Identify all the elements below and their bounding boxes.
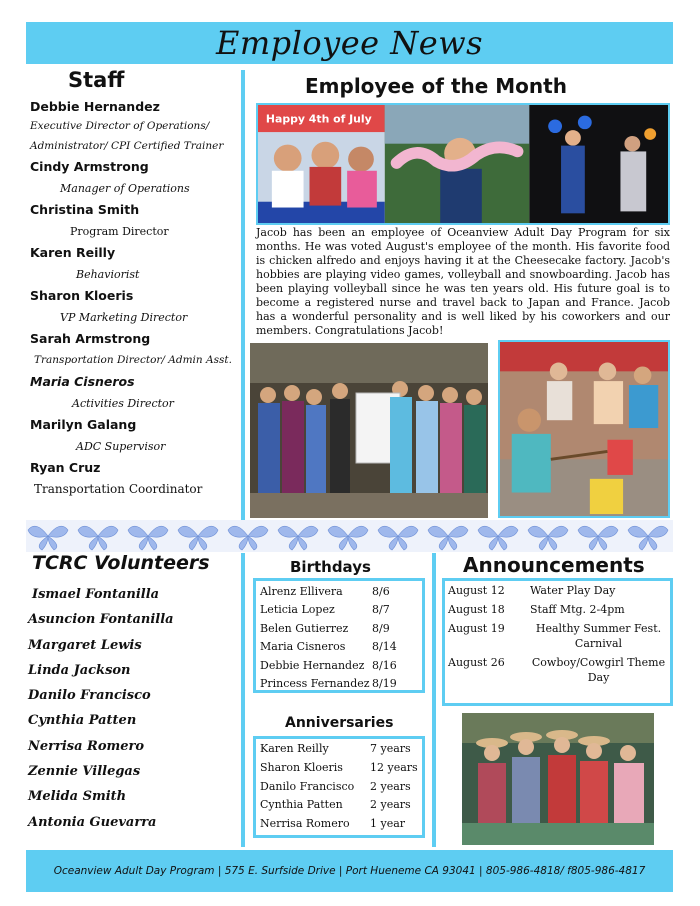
- left-column-divider-top: [241, 70, 245, 520]
- footer-contact-info: Oceanview Adult Day Program | 575 E. Surfside Drive | Port Hueneme CA 93041 | 805-986-4818/ f805-986-4817: [53, 865, 646, 877]
- drumming-activity-photo: [498, 340, 670, 518]
- staff-role: Transportation Coordinator: [34, 482, 203, 496]
- volunteer-name: Danilo Francisco: [28, 688, 151, 704]
- birthday-date: 8/19: [372, 676, 397, 690]
- header-banner: [26, 22, 673, 64]
- birthdays-heading: Birthdays: [290, 558, 371, 576]
- staff-role: Activities Director: [72, 397, 174, 410]
- anniversary-years: 2 years: [370, 798, 411, 812]
- birthday-name: Alrenz Ellivera: [260, 585, 343, 598]
- announcements-heading: Announcements: [463, 553, 645, 577]
- announcement-event: Cowboy/Cowgirl Theme Day: [531, 656, 666, 684]
- birthday-row: [260, 675, 418, 693]
- volunteer-name: Linda Jackson: [28, 662, 131, 678]
- staff-name: Marilyn Galang: [30, 417, 137, 432]
- volunteer-name: Melida Smith: [28, 789, 127, 805]
- anniversary-years: 12 years: [370, 760, 418, 774]
- photo-banner-text: Happy 4th of July: [265, 112, 372, 126]
- footer-banner: [26, 850, 673, 892]
- anniversary-name: Sharon Kloeris: [260, 760, 343, 774]
- employee-of-month-text: Jacob has been an employee of Oceanview Adult Day Program for six months. He was voted August's employee of the month. His favorite food is chicken alfredo and enjoys having it at the Cheesecake factory. Jacob's hobbies are playing video games, volleyball and snowboarding. Jacob has been playing volleyball since he was ten years old. His future goal is to become a registered nurse and travel back to Japan and France. Jacob has a wonderful personality and is well liked by his coworkers and our members. Congratulations Jacob!: [256, 226, 670, 337]
- birthday-name: Maria Cisneros: [260, 640, 346, 654]
- anniversary-name: Danilo Francisco: [260, 779, 355, 793]
- announcement-event: Staff Mtg. 2-4pm: [530, 603, 625, 616]
- staff-role: Executive Director of Operations/ Administrator/ CPI Certified Trainer: [30, 120, 224, 152]
- volunteer-name: Ismael Fontanilla: [32, 587, 160, 602]
- birthday-name: Belen Gutierrez: [260, 621, 349, 635]
- staff-role: Transportation Director/ Admin Asst.: [34, 354, 232, 366]
- volunteer-name: Antonia Guevarra: [28, 814, 157, 830]
- staff-name: Debbie Hernandez: [30, 99, 160, 114]
- volunteers-heading: TCRC Volunteers: [32, 552, 210, 574]
- anniversaries-box: [253, 736, 425, 838]
- birthday-row: [260, 601, 418, 619]
- staff-name: Maria Cisneros: [30, 374, 135, 389]
- staff-role: VP Marketing Director: [60, 311, 188, 324]
- birthday-date: 8/16: [372, 658, 397, 672]
- birthday-date: 8/14: [372, 640, 397, 654]
- birthday-row: [260, 620, 418, 638]
- anniversary-name: Nerrisa Romero: [260, 817, 350, 831]
- volunteer-name: Zennie Villegas: [28, 764, 141, 780]
- employee-of-month-heading: Employee of the Month: [305, 74, 567, 98]
- birthday-row: [260, 583, 418, 601]
- announcement-date: August 26: [448, 656, 505, 669]
- right-column-divider: [432, 553, 436, 847]
- staff-name: Christina Smith: [30, 202, 140, 217]
- announcement-row: [448, 602, 667, 617]
- birthday-name: Princess Fernandez: [260, 676, 370, 690]
- staff-name: Ryan Cruz: [30, 460, 101, 475]
- volunteer-name: Margaret Lewis: [28, 637, 142, 653]
- announcement-row: [448, 621, 667, 651]
- staff-name: Karen Reilly: [30, 245, 116, 260]
- volunteer-name: Cynthia Patten: [28, 713, 137, 729]
- anniversary-row: [260, 815, 418, 834]
- staff-role: Behaviorist: [76, 268, 140, 281]
- anniversary-row: [260, 740, 418, 759]
- staff-group-photo: [250, 343, 488, 518]
- staff-role: Manager of Operations: [60, 182, 190, 195]
- volunteer-name: Asuncion Fontanilla: [28, 612, 174, 628]
- birthday-date: 8/7: [372, 603, 390, 617]
- birthday-name: Debbie Hernandez: [260, 658, 365, 672]
- birthday-row: [260, 638, 418, 656]
- birthday-date: 8/9: [372, 621, 390, 635]
- announcement-date: August 18: [448, 603, 505, 616]
- announcement-date: August 19: [448, 622, 505, 635]
- anniversary-name: Cynthia Patten: [260, 798, 343, 812]
- birthday-row: [260, 657, 418, 675]
- newsletter-title: Employee News: [215, 24, 484, 62]
- anniversaries-heading: Anniversaries: [285, 715, 394, 731]
- volunteers-list: [28, 582, 238, 835]
- anniversary-name: Karen Reilly: [260, 742, 329, 755]
- butterfly-divider: [26, 520, 673, 552]
- birthdays-box: [253, 578, 425, 693]
- announcement-row: [448, 583, 667, 598]
- anniversary-years: 7 years: [370, 742, 411, 755]
- anniversary-years: 1 year: [370, 817, 406, 831]
- staff-role: Program Director: [70, 225, 169, 238]
- announcement-row: [448, 655, 667, 685]
- left-column-divider-bottom: [241, 553, 245, 847]
- announcement-date: August 12: [448, 584, 505, 597]
- announcements-box: [442, 578, 673, 706]
- staff-name: Sharon Kloeris: [30, 288, 134, 303]
- anniversary-years: 2 years: [370, 779, 411, 793]
- announcement-event: Water Play Day: [530, 584, 616, 597]
- cowboy-theme-photo: [462, 713, 654, 845]
- anniversary-row: [260, 796, 418, 815]
- birthday-date: 8/6: [372, 585, 390, 598]
- staff-name: Sarah Armstrong: [30, 331, 151, 346]
- staff-role: ADC Supervisor: [76, 440, 166, 453]
- announcement-event: Healthy Summer Fest. Carnival: [535, 622, 662, 650]
- volunteer-name: Nerrisa Romero: [28, 738, 145, 754]
- staff-heading: Staff: [68, 68, 125, 92]
- staff-list: [30, 97, 240, 501]
- staff-name: Cindy Armstrong: [30, 159, 149, 174]
- birthday-name: Leticia Lopez: [260, 603, 335, 617]
- anniversary-row: [260, 778, 418, 797]
- anniversary-row: [260, 759, 418, 778]
- eotm-photo-strip: [256, 103, 670, 225]
